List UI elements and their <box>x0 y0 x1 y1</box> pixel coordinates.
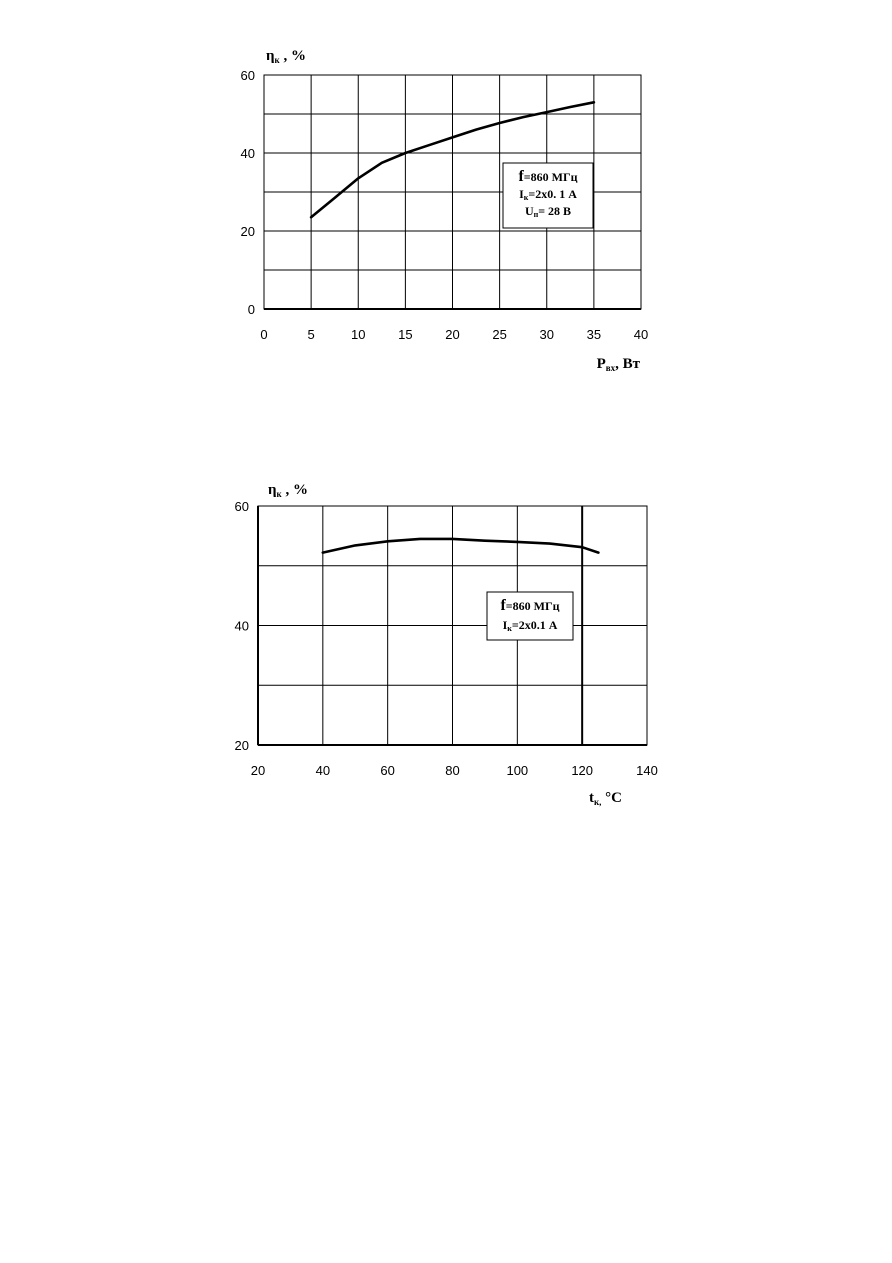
y-tick-label: 20 <box>240 224 255 239</box>
legend-entry: Iк=2x0. 1 А <box>519 187 577 202</box>
y-tick-label: 20 <box>234 738 249 753</box>
efficiency-vs-temperature-chart <box>235 482 658 807</box>
x-tick-label: 5 <box>307 327 315 342</box>
x-tick-label: 60 <box>380 763 395 778</box>
x-tick-label: 140 <box>636 763 658 778</box>
x-tick-label: 40 <box>315 763 331 778</box>
series-line <box>323 539 599 553</box>
x-tick-label: 80 <box>445 763 460 778</box>
legend <box>487 592 573 640</box>
x-axis-title: $t_{к,}$ °C <box>588 790 622 807</box>
legend-entry: Iк=2x0.1 А <box>502 618 558 633</box>
x-tick-label: 120 <box>571 763 594 778</box>
legend <box>503 163 593 228</box>
x-tick-label: 20 <box>250 763 266 778</box>
legend-entry: f=860 МГц <box>518 168 578 185</box>
y-tick-label: 60 <box>240 68 255 83</box>
x-tick-label: 10 <box>351 327 366 342</box>
x-tick-label: 15 <box>398 327 413 342</box>
y-tick-label: 40 <box>240 146 255 161</box>
legend-entry: f=860 МГц <box>500 597 560 614</box>
x-tick-label: 0 <box>260 327 268 342</box>
x-tick-label: 35 <box>586 327 602 342</box>
y-tick-label: 40 <box>234 618 249 634</box>
efficiency-vs-input-power-chart <box>241 48 649 373</box>
y-axis-title: $\eta_к$ , % <box>266 48 306 65</box>
y-tick-label: 0 <box>247 302 255 317</box>
x-tick-label: 100 <box>506 763 529 778</box>
y-tick-label: 60 <box>234 499 249 514</box>
x-tick-label: 25 <box>492 327 507 342</box>
y-axis-title: $\eta_к$ , % <box>268 482 308 499</box>
legend-entry: Uп= 28 В <box>524 204 572 219</box>
x-tick-label: 20 <box>445 327 460 342</box>
x-tick-label: 30 <box>539 327 554 342</box>
x-tick-label: 40 <box>633 327 649 342</box>
x-axis-title: $P_{вх}$, Вт <box>596 356 640 373</box>
